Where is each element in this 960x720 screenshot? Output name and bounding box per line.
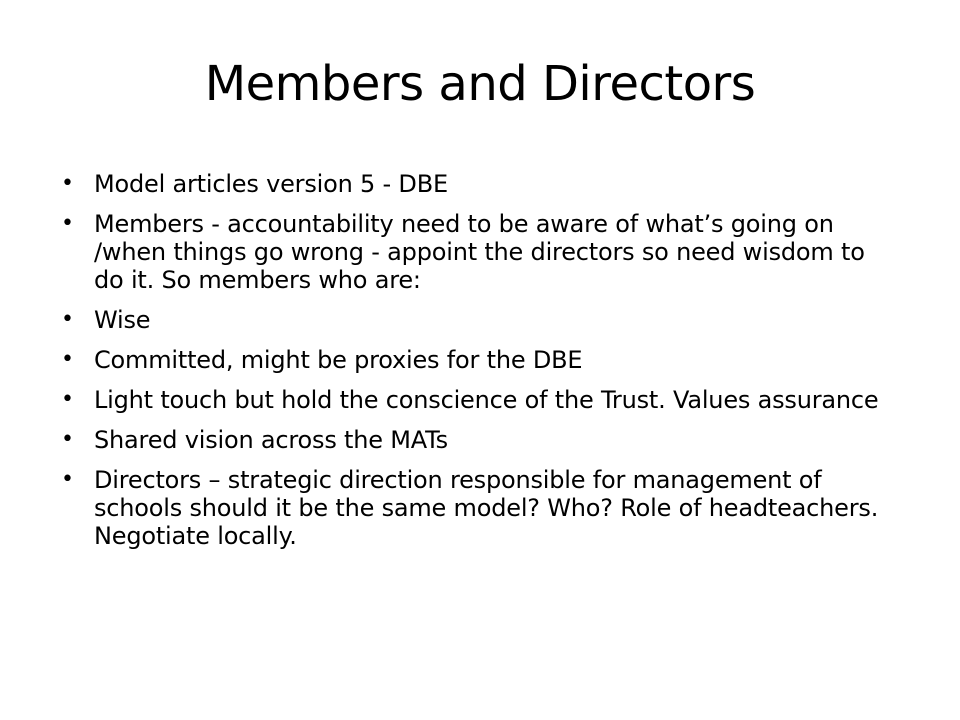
bullet-item bbox=[61, 466, 884, 550]
bullet-item bbox=[61, 306, 884, 334]
bullet-item bbox=[61, 170, 884, 198]
bullet-icon: • bbox=[61, 211, 74, 236]
bullet-text: Model articles version 5 - DBE bbox=[94, 170, 448, 198]
slide-title: Members and Directors bbox=[204, 56, 756, 112]
bullet-item bbox=[61, 346, 884, 374]
bullet-text: Committed, might be proxies for the DBE bbox=[94, 346, 583, 374]
bullet-item bbox=[61, 210, 884, 294]
bullet-item bbox=[61, 386, 884, 414]
bullet-icon: • bbox=[61, 387, 74, 412]
bullet-icon: • bbox=[61, 171, 74, 196]
bullet-icon: • bbox=[61, 347, 74, 372]
bullet-text: Members - accountability need to be aware of what’s going on /when things go wrong - appoint the directors so need wisdom to do it. So members who are: bbox=[94, 210, 865, 294]
bullet-text: Shared vision across the MATs bbox=[94, 426, 448, 454]
bullet-text: Wise bbox=[94, 306, 151, 334]
bullet-item bbox=[61, 426, 884, 454]
bullet-text: Light touch but hold the conscience of the Trust. Values assurance bbox=[94, 386, 879, 414]
bullet-icon: • bbox=[61, 307, 74, 332]
bullet-icon: • bbox=[61, 427, 74, 452]
bullet-list bbox=[61, 170, 884, 562]
bullet-text: Directors – strategic direction responsible for management of schools should it be the same model? Who? Role of headteachers. Negotiate locally. bbox=[94, 466, 879, 550]
bullet-icon: • bbox=[61, 467, 74, 492]
